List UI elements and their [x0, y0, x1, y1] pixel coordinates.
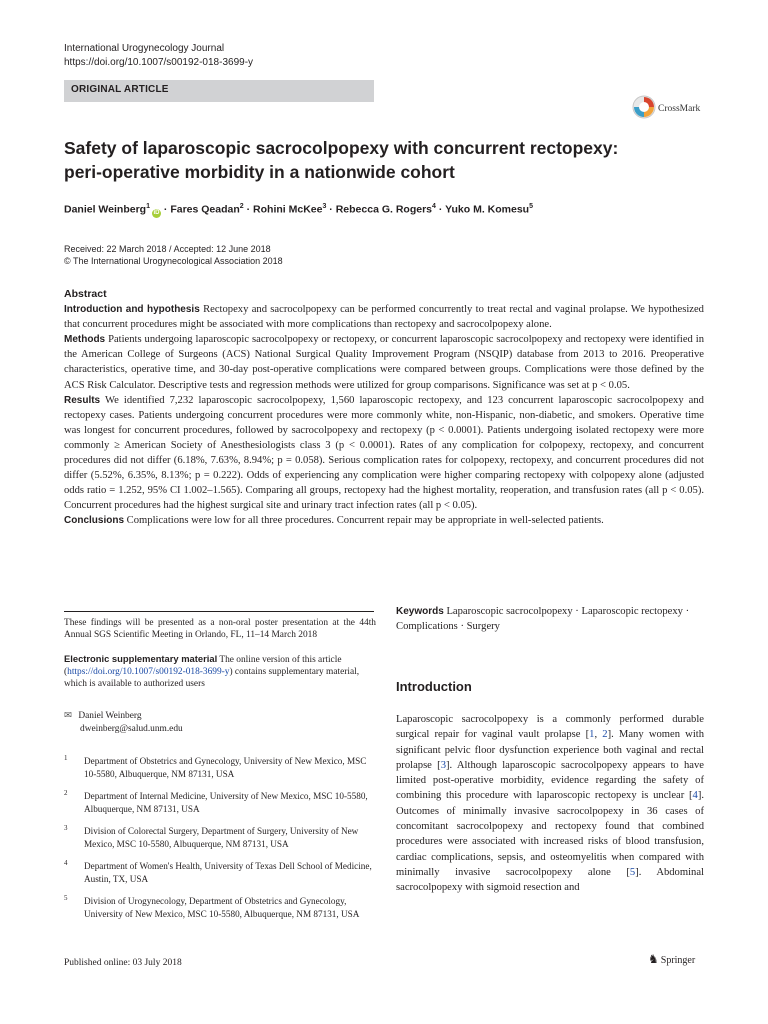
publisher-name: Springer [660, 955, 696, 966]
citation-link[interactable]: 4 [692, 790, 698, 802]
esm-text: The online version of this article ( [64, 655, 342, 677]
author-affil-sup: 1 [146, 203, 150, 210]
published-date: Published online: 03 July 2018 [64, 958, 182, 968]
intro-text: Laparoscopic sacrocolpopexy is a commonly performed durable surgical repair for vaginal vault prolapse [ [396, 714, 704, 741]
affiliation-number: 3 [64, 824, 68, 832]
affiliation-item [64, 825, 376, 850]
article-type-bar [64, 80, 374, 102]
affiliation-text: Division of Urogynecology, Department of Obstetrics and Gynecology, University of New Mexico, MSC 10-5580, Albuquerque, NM 87131, USA [84, 896, 360, 919]
esm-text: ) contains supplementary material, which is available to authorized users [64, 667, 360, 689]
abstract-section-text: Complications were low for all three procedures. Concurrent repair may be appropriate in well-selected patients. [126, 515, 604, 527]
doi-link[interactable]: https://doi.org/10.1007/s00192-018-3699-y [64, 57, 254, 68]
abstract-section-heading: Conclusions [64, 515, 125, 527]
section-heading-introduction: Introduction [396, 679, 472, 694]
intro-text: ]. Although laparoscopic sacrocolpopexy appears to have limited post-operative morbidity, evidence regarding the safety of combining this procedure with laparoscopic rectopexy is unclear [ [396, 759, 704, 802]
citation-link[interactable]: 1 [589, 729, 595, 741]
affiliation-text: Department of Obstetrics and Gynecology, University of New Mexico, MSC 10-5580, Albuquerque, NM 87131, USA [84, 756, 367, 779]
affiliation-text: Division of Colorectal Surgery, Department of Surgery, University of New Mexico, MSC 10-5580, Albuquerque, NM 87131, USA [84, 826, 359, 849]
springer-horse-icon: ♞ [648, 952, 659, 966]
author-affil-sup: 5 [529, 203, 533, 210]
affiliation-item [64, 895, 376, 920]
affiliation-number: 5 [64, 894, 68, 902]
author-name[interactable]: Rebecca G. Rogers [335, 203, 433, 216]
article-title [64, 136, 664, 184]
abstract-section [64, 393, 704, 514]
keywords-heading: Keywords [396, 606, 444, 617]
abstract-section-text: Rectopexy and sacrocolpopexy can be performed concurrently to treat rectal and vaginal prolapse. We hypothesized that concurrent procedures might be associated with more complications than rectopexy and sacrocolpopexy alone. [64, 304, 704, 331]
intro-text: ]. Abdominal sacrocolpopexy with sigmoid resection and [396, 866, 704, 894]
citation-link[interactable]: 5 [629, 866, 636, 878]
affiliation-text: Department of Internal Medicine, University of New Mexico, MSC 10-5580, Albuquerque, NM 87131, USA [84, 791, 368, 814]
author-list: Daniel Weinberg$^1$iD · Fares Qeadan$^2$ · Rohini McKee$^3$ · Rebecca G. Rogers$^4$ · Yuko M. Komesu$^5$ [64, 203, 533, 216]
intro-text: ]. Many women with significant pelvic floor dysfunction experience both vaginal and rectal prolapse [ [396, 729, 705, 771]
supplementary-note [64, 653, 376, 690]
copyright: © The International Urogynecological Association 2018 [64, 256, 283, 266]
abstract [64, 287, 704, 529]
intro-text: ]. Outcomes of minimally invasive sacrocolpopexy in 36 cases of concomitant sacrocolpopexy and rectopexy found that combined procedures were associated with increased risks of blood transfusion, cardiac complications, sepsis, and osteomyelitis when compared with minimally invasive sacrocolpopexy alone [ [396, 790, 704, 878]
journal-header [64, 42, 253, 70]
orcid-icon[interactable]: iD [153, 209, 160, 216]
envelope-icon: ✉ [64, 711, 72, 721]
citation-link[interactable]: 2 [602, 729, 608, 741]
author-affil-sup: 2 [239, 203, 244, 210]
citation-link[interactable]: 3 [440, 759, 447, 771]
abstract-section-heading: Introduction and hypothesis [64, 304, 200, 316]
abstract-section-heading: Results [64, 394, 101, 406]
author-name[interactable]: Yuko M. Komesu [445, 203, 530, 216]
esm-heading: Electronic supplementary material [64, 653, 218, 664]
article-dates [64, 243, 283, 267]
abstract-section-text: We identified 7,232 laparoscopic sacrocolpopexy, 1,560 laparoscopic rectopexy, and 123 concurrent laparoscopic sacrocolpopexy and rectopexy cases. Patients undergoing concurrent procedures were more commonly white, non-Hispanic, non-diabetic, and smokers. Operative time was longest for concurrent procedures, followed by sacrocolpopexy and rectopexy (p < 0.0001). Patients undergoing isolated rectopexy were more commonly ≥ American Society of Anesthesiologists class 3 (p < 0.0001). Rates of any complication for colpopexy, rectopexy, and concurrent procedures did not differ (6.18%, 7.63%, 8.94%; p = 0.058). Serious complication rates for colpopexy, rectopexy, and concurrent procedures did not differ (5.52%, 6.35%, 8.13%; p = 0.222). Odds of experiencing any complication were higher comparing rectopexy with colpopexy alone (adjusted odds ratio = 1.252, 95% CI 1.002–1.565). Comparing all groups, rectopexy had the highest mortality, reoperation, and transfusion rates (all p < 0.05). Concurrent procedures had the highest surgical site and urinary tract infection rates (all p < 0.05). [64, 394, 704, 512]
article-type: ORIGINAL ARTICLE [71, 84, 169, 95]
affiliation-number: 1 [64, 754, 68, 762]
affiliation-item [64, 860, 376, 885]
abstract-heading: Abstract [64, 288, 107, 300]
footnote-divider [64, 611, 374, 612]
intro-text: , [594, 729, 603, 741]
abstract-section [64, 302, 704, 332]
introduction-body [396, 712, 704, 896]
crossmark-badge[interactable] [632, 94, 708, 120]
affiliation-item [64, 790, 376, 815]
received-accepted: Received: 22 March 2018 / Accepted: 12 June 2018 [64, 244, 271, 254]
author-name[interactable]: Rohini McKee [253, 203, 323, 216]
esm-link[interactable]: https://doi.org/10.1007/s00192-018-3699-y [67, 667, 230, 677]
contact-name: Daniel Weinberg [78, 711, 142, 721]
author-name[interactable]: Fares Qeadan [170, 203, 240, 216]
publisher-logo [648, 952, 695, 967]
keywords-text: Laparoscopic sacrocolpopexy · Laparoscopic rectopexy · Complications · Surgery [396, 606, 690, 632]
presentation-note: These findings will be presented as a non-oral poster presentation at the 44th Annual SGS Scientific Meeting in Orlando, FL, 11–14 March 2018 [64, 618, 376, 640]
keywords [396, 604, 704, 634]
abstract-section-heading: Methods [64, 334, 106, 346]
affiliation-item [64, 755, 376, 780]
affiliation-text: Department of Women's Health, University of Texas Dell School of Medicine, Austin, TX, USA [84, 861, 372, 884]
title-line-2: peri-operative morbidity in a nationwide cohort [64, 162, 455, 182]
abstract-section [64, 332, 704, 392]
crossmark-icon [632, 94, 708, 120]
corresponding-author [64, 710, 183, 736]
author-affil-sup: 4 [432, 203, 436, 210]
author-affil-sup: 3 [322, 203, 327, 210]
abstract-section-text: Patients undergoing laparoscopic sacrocolpopexy or rectopexy, or concurrent laparoscopic sacrocolpopexy and rectopexy were identified in the American College of Surgeons (ACS) National Surgical Quality Improvement Program (NSQIP) database from 2013 to 2016. Preoperative characteristics, operative time, and 30-day post-operative complications were compared between groups. Complications were those defined by the ACS Risk Calculator. Descriptive tests and regression methods were utilized for group comparisons. Significance was set at p < 0.05. [64, 334, 704, 391]
journal-name: International Urogynecology Journal [64, 43, 225, 54]
author-name[interactable]: Daniel Weinberg [64, 203, 147, 216]
affiliations [64, 755, 376, 930]
title-line-1: Safety of laparoscopic sacrocolpopexy with concurrent rectopexy: [64, 138, 619, 158]
affiliation-number: 2 [64, 789, 68, 797]
abstract-section [64, 513, 704, 528]
contact-email[interactable]: dweinberg@salud.unm.edu [80, 724, 183, 734]
affiliation-number: 4 [64, 859, 68, 867]
crossmark-label: CrossMark [658, 104, 701, 114]
